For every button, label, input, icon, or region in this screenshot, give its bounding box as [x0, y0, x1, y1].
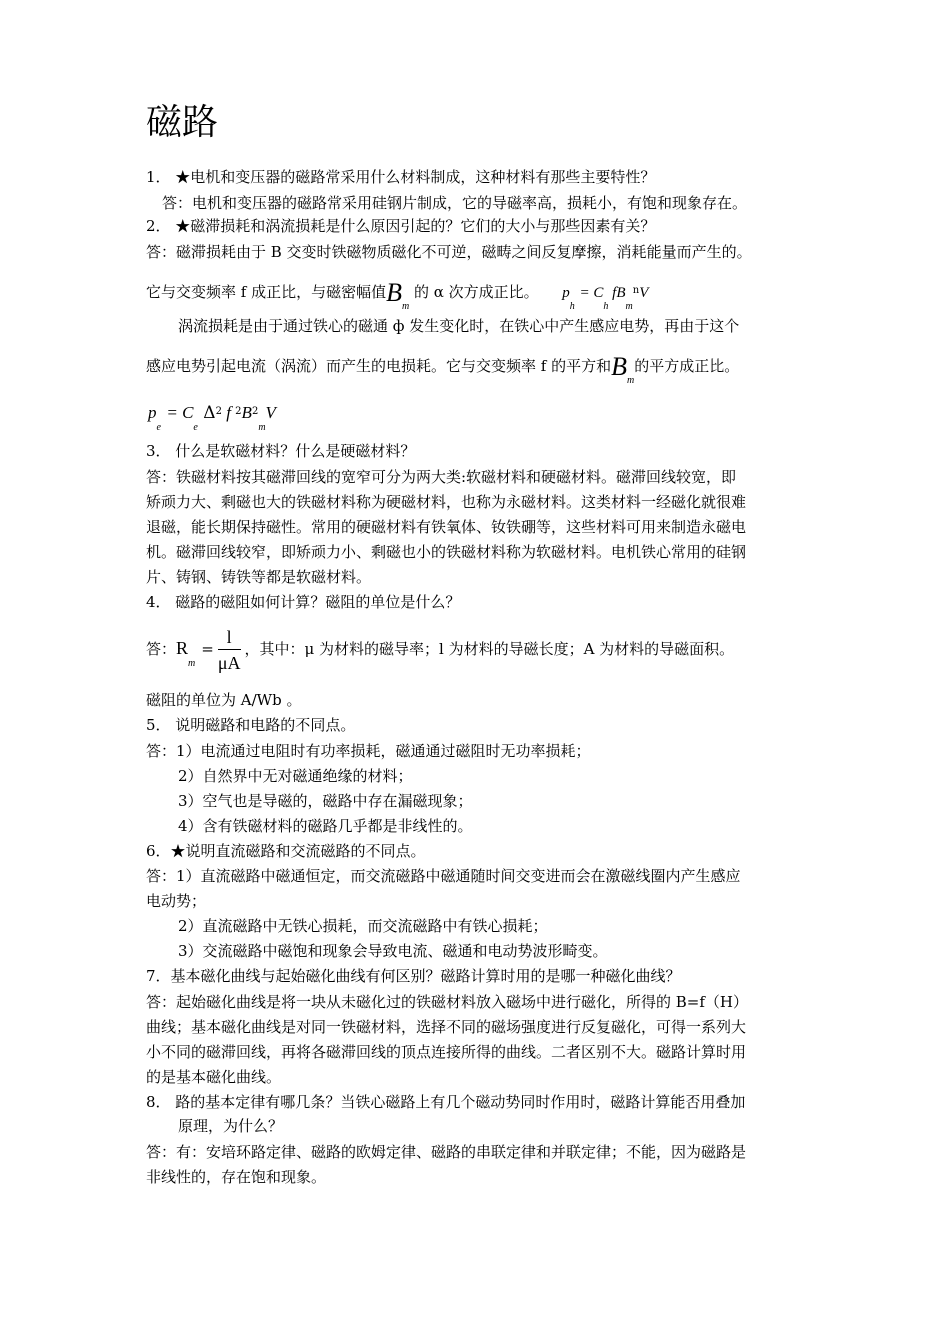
question-7: 7．基本磁化曲线与起始磁化曲线有何区别？磁路计算时用的是哪一种磁化曲线？	[146, 967, 681, 985]
question-5: 5． 说明磁路和电路的不同点。	[146, 716, 356, 734]
answer-4-unit: 磁阻的单位为 A/Wb 。	[146, 691, 302, 709]
answer-3-line-1: 答：铁磁材料按其磁滞回线的宽窄可分为两大类:软磁材料和硬磁材料。磁滞回线较宽，即	[146, 468, 737, 486]
answer-2-line-1: 答：磁滞损耗由于 B 交变时铁磁物质磁化不可逆，磁畴之间反复摩擦，消耗能量而产生的。	[146, 243, 752, 261]
answer-6-line-2: 电动势；	[146, 892, 207, 910]
question-4: 4． 磁路的磁阻如何计算？磁阻的单位是什么？	[146, 593, 461, 611]
question-6: 6．★说明直流磁路和交流磁路的不同点。	[146, 842, 426, 860]
question-1: 1． ★电机和变压器的磁路常采用什么材料制成，这种材料有那些主要特性？	[146, 168, 656, 186]
answer-5-line-1: 答：1）电流通过电阻时有功率损耗，磁通通过磁阻时无功率损耗；	[146, 742, 591, 760]
answer-5-line-2: 2）自然界中无对磁通绝缘的材料；	[178, 767, 413, 785]
question-8-line-1: 8． 路的基本定律有哪几条？当铁心磁路上有几个磁动势同时作用时，磁路计算能否用叠加	[146, 1093, 746, 1111]
question-2: 2． ★磁滞损耗和涡流损耗是什么原因引起的？它们的大小与那些因素有关？	[146, 217, 656, 235]
answer-2-line-3: 涡流损耗是由于通过铁心的磁通 ф 发生变化时，在铁心中产生感应电势，再由于这个	[178, 317, 740, 335]
answer-2-line-4: 感应电势引起电流（涡流）而产生的电损耗。它与交变频率 f 的平方和$B_m$的平方成正比。	[146, 352, 740, 386]
hysteresis-loss-formula: $p_h = C_h$ $fB_m^nV$	[562, 285, 649, 312]
answer-3-line-5: 片、铸钢、铸铁等都是软磁材料。	[146, 568, 372, 586]
question-8-line-2: 原理，为什么？	[178, 1117, 284, 1135]
answer-7-line-2: 曲线；基本磁化曲线是对同一铁磁材料，选择不同的磁场强度进行反复磁化，可得一系列大	[146, 1018, 747, 1036]
page-title: 磁路	[146, 102, 219, 143]
answer-6-line-3: 2）直流磁路中无铁心损耗，而交流磁路中有铁心损耗；	[178, 917, 548, 935]
eddy-loss-formula: $p_e = C_e$ $\Delta^2$ f $^2B^2_mV$	[148, 403, 276, 433]
answer-2-line-2: 它与交变频率 f 成正比，与磁密幅值$B_m$ 的 α 次方成正比。 $p_h = C_h$ $fB_m^nV$	[146, 278, 649, 312]
answer-8-line-2: 非线性的，存在饱和现象。	[146, 1168, 327, 1186]
answer-3-line-3: 退磁，能长期保持磁性。常用的硬磁材料有铁氧体、钕铁硼等，这些材料可用来制造永磁电	[146, 518, 747, 536]
answer-7-line-1: 答：起始磁化曲线是将一块从未磁化过的铁磁材料放入磁场中进行磁化，所得的 B=f（H）	[146, 993, 748, 1011]
answer-3-line-4: 机。磁滞回线较窄，即矫顽力小、剩磁也小的铁磁材料称为软磁材料。电机铁心常用的硅钢	[146, 543, 747, 561]
answer-6-line-1: 答：1）直流磁路中磁通恒定，而交流磁路中磁通随时间交变进而会在激磁线圈内产生感应	[146, 867, 741, 885]
reluctance-fraction: $\frac{l}{\mu A}$	[217, 626, 241, 673]
answer-7-line-4: 的是基本磁化曲线。	[146, 1068, 282, 1086]
answer-6-line-4: 3）交流磁路中磁饱和现象会导致电流、磁通和电动势波形畸变。	[178, 942, 608, 960]
answer-5-line-3: 3）空气也是导磁的，磁路中存在漏磁现象；	[178, 792, 473, 810]
answer-4: 答：$R_m=$ $\frac{l}{\mu A}$ ，其中：μ 为材料的磁导率；l 为材料的导磁长度；A 为材料的导磁面积。	[146, 622, 734, 678]
answer-8-line-1: 答：有：安培环路定律、磁路的欧姆定律、磁路的串联定律和并联定律；不能，因为磁路是	[146, 1143, 747, 1161]
answer-7-line-3: 小不同的磁滞回线，再将各磁滞回线的顶点连接所得的曲线。二者区别不大。磁路计算时用	[146, 1043, 747, 1061]
answer-5-line-4: 4）含有铁磁材料的磁路几乎都是非线性的。	[178, 817, 473, 835]
answer-3-line-2: 矫顽力大、剩磁也大的铁磁材料称为硬磁材料，也称为永磁材料。这类材料一经磁化就很难	[146, 493, 747, 511]
answer-1: 答：电机和变压器的磁路常采用硅钢片制成，它的导磁率高，损耗小，有饱和现象存在。	[162, 194, 748, 212]
question-3: 3． 什么是软磁材料？什么是硬磁材料？	[146, 442, 416, 460]
